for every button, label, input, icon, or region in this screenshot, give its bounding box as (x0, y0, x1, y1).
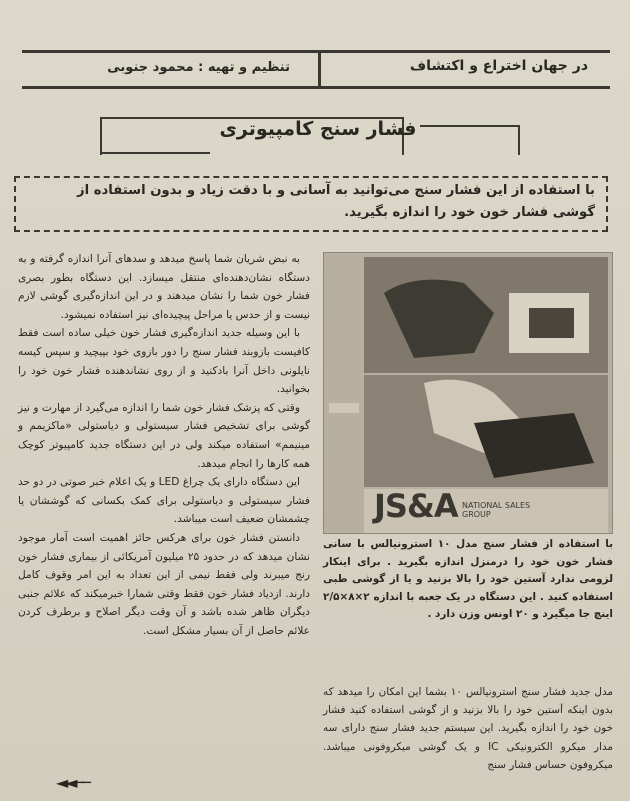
paragraph: این دستگاه دارای یک چراغ LED و یک اعلام خبر صوتی در دو حد فشار سیستولی و دیاستولی برای کمک بکسانی که گوششان یا چشمشان ضعیف است میباشد. (18, 476, 310, 526)
photo-illustration (324, 253, 612, 533)
photo-caption: با استفاده از فشار سنج مدل ۱۰ استرونیالس با سانی فشار خون خود را درمنزل اندازه بگیرید . برای اینکار لزومی ندارد آستین خود را بالا بزنید و یا از گوشی طبی استفاده کنید . این دستگاه در یک جعبه با اندازه ۲×۸×۲/۵ اینچ جا میگیرد و ۲۰ اونس وزن دارد . (323, 538, 613, 621)
paragraph: به نبض شریان شما پاسخ میدهد و سدهای آنرا اندازه گرفته و به دستگاه نشان‌دهنده‌ای منتقل میسازد. این دستگاه بطور بصری فشار خون شما را نشان میدهند و در این اندازه‌گیری گوشی لازم نیست و از حدس یا مراحل پیچیده‌ای نیز استفاده نمیشود. (18, 253, 310, 321)
header-top-rule (22, 50, 610, 53)
paragraph: با این وسیله جدید اندازه‌گیری فشار خون خیلی ساده است فقط کافیست بازوبند فشار سنج را دور بازوی خود بپیچید و سپس کیسه نایلونی داخل آنرا بادکنید و از روی نشاندهنده فشار خون خود را بخوانید. (18, 327, 310, 396)
right-column-text: مدل جدید فشار سنج استرونیالس ۱۰ بشما این امکان را میدهد که بدون اینکه آستین خود را بالا بزنید و از گوشی استفاده کنید فشار خون خود را اندازه بگیرید. این سیستم جدید فشار سنج دارای سه مدار میکرو الکترونیکی IC و یک گوشی میکروفونی میباشد. میکروفون حساس فشار سنج (323, 686, 613, 771)
section-heading: در جهان اختراع و اکتشاف (409, 58, 588, 74)
brand-logo-sub: NATIONAL SALES GROUP (462, 501, 531, 519)
byline: تنظیم و تهیه : محمود جنوبی (107, 60, 290, 75)
paragraph: دانستن فشار خون برای هرکس حائز اهمیت است آمار موجود نشان میدهد که در حدود ۲۵ میلیون آمریکائی از بیماری فشار خون رنج میبرند ولی فقط نیمی از این تعداد به این امر وقوف کامل دارند. ازدیاد فشار خون فقط وقتی شمارا خبرمیکند که علائم جنبی دیگران ظاهر شده باشد و آن وقت دیگر اصلاح و برطرف کردن علائم حاصل از آن بسیار مشکل است. (18, 531, 310, 637)
paragraph: وقتی که پزشک فشار خون شما را اندازه می‌گیرد از مهارت و نیز گوشی برای تشخیص فشار سیستولی و دیاستولی «ماکزیمم و مینیمم» استفاده میکند ولی در این دستگاه جدید کامپیوتر کوچک همه کارها را انجام میدهد. (18, 401, 310, 470)
title-underline-right (420, 125, 520, 127)
product-photo (323, 252, 613, 534)
article-title: فشار سنج کامپیوتری (219, 118, 417, 140)
continue-arrow-icon: ◄◄── (56, 773, 88, 792)
article-intro: با استفاده از این فشار سنج می‌توانید به آسانی و با دقت زیاد و بدون استفاده از گوشی فشار خون خود را اندازه بگیرید. (77, 183, 595, 220)
left-column (18, 250, 310, 640)
title-underline-left (100, 152, 210, 154)
header-divider (318, 50, 321, 88)
header-bottom-rule (22, 86, 610, 89)
brand-logo: JS&A (374, 487, 458, 525)
title-side-right (518, 125, 520, 155)
